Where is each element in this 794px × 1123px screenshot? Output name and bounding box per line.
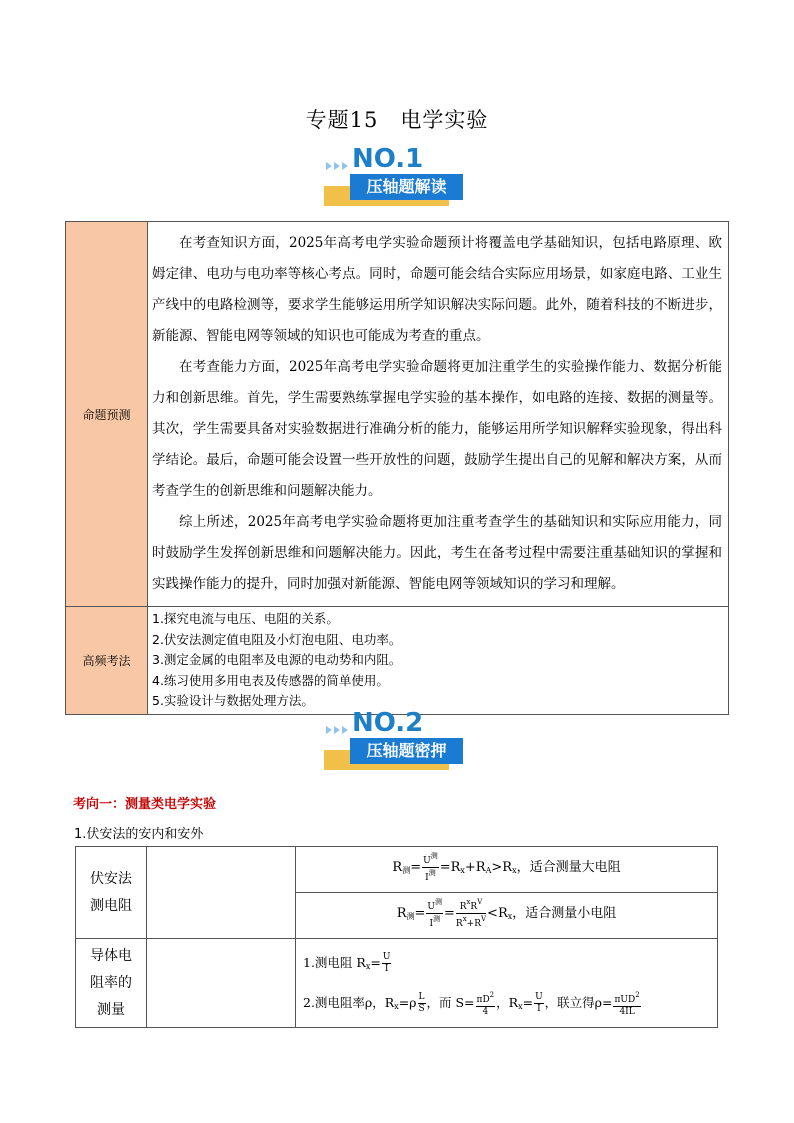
banner-label: 压轴题解读 — [350, 174, 463, 200]
paragraph: 在考查知识方面，2025年高考电学实验命题预计将覆盖电学基础知识，包括电路原理、欧姆定律、电功与电功率等核心考点。同时，命题可能会结合实际应用场景，如家庭电路、工业生产线中的电路检测等，要求学生能够运用所学知识解决实际问题。此外，随着科技的不断进步，新能源、智能电网等领域的知识也可能成为考查的重点。 — [152, 235, 722, 344]
banner-number: NO.1 — [352, 144, 424, 174]
section-banner-1 — [322, 144, 467, 210]
resistivity-formulas — [296, 939, 718, 1028]
row-header-prediction: 命题预测 — [66, 222, 148, 607]
arrow-icon — [326, 726, 332, 734]
methods-list — [148, 607, 729, 715]
banner-label: 压轴题密押 — [350, 738, 463, 764]
list-item: 3.测定金属的电阻率及电源的电动势和内阻。 — [152, 652, 402, 667]
table-row — [66, 607, 729, 715]
arrow-icon — [342, 162, 348, 170]
arrow-icon — [334, 726, 340, 734]
arrow-icon — [334, 162, 340, 170]
formula-external: $R_测=$ $U^测$ $I^测$ = $R^xR^V$ $R^x+R^V$ $<R_x$，适合测量小电阻 — [296, 893, 718, 939]
row-label-voltammetry: 伏安法 测电阻 — [76, 847, 147, 939]
page-title: 专题15 电学实验 — [305, 108, 489, 132]
method-table — [75, 846, 718, 1028]
arrow-icon — [326, 162, 332, 170]
section-heading: 考向一：测量类电学实验 — [73, 797, 217, 812]
sub-heading: 1.伏安法的安内和安外 — [74, 827, 204, 842]
list-item: 2.伏安法测定值电阻及小灯泡电阻、电功率。 — [152, 631, 402, 647]
formula-resistivity: 2.测电阻率ρ，$R_x=\rho$ $\frac{L}{S}$ ，而 S= $\frac{\pi D^2}{4}$ ，$R_x=$ $\frac{U}{I}$ ，联立得ρ= πUD$^2$ 4IL — [303, 990, 640, 1017]
formula-internal: $R_测=$ $U^测$ $I^测$ $=R_x+R_A>R_x$，适合测量大电阻 — [296, 847, 718, 893]
prediction-content — [148, 222, 729, 607]
table-row — [76, 847, 718, 893]
empty-cell — [147, 939, 296, 1028]
list-item: 4.练习使用多用电表及传感器的简单使用。 — [152, 672, 389, 688]
row-header-methods: 高频考法 — [66, 607, 148, 715]
paragraph: 在考查能力方面，2025年高考电学实验命题将更加注重学生的实验操作能力、数据分析能力和创新思维。首先，学生需要熟练掌握电学实验的基本操作，如电路的连接、数据的测量等。其次，学生需要具备对实验数据进行准确分析的能力，能够运用所学知识解释实验现象，得出科学结论。最后，命题可能会设置一些开放性的问题，鼓励学生提出自己的见解和解决方案，从而考查学生的创新思维和问题解决能力。 — [152, 359, 722, 499]
section-banner-2 — [322, 708, 467, 774]
overview-table — [65, 221, 729, 715]
paragraph: 综上所述，2025年高考电学实验命题将更加注重考查学生的基础知识和实际应用能力，同时鼓励学生发挥创新思维和问题解决能力。因此，考生在备考过程中需要注重基础知识的掌握和实践操作能力的提升，同时加强对新能源、智能电网等领域知识的学习和理解。 — [152, 514, 722, 592]
empty-cell — [147, 847, 296, 939]
row-label-resistivity: 导体电 阻率的 测量 — [76, 939, 147, 1028]
arrow-icon — [342, 726, 348, 734]
banner-number: NO.2 — [352, 708, 424, 738]
table-row — [76, 939, 718, 1028]
list-item: 5.实验设计与数据处理方法。 — [152, 693, 314, 708]
formula-resistance: 1.测电阻 $R_x=$ $\frac{U}{I}$ — [303, 952, 391, 974]
table-row — [66, 222, 729, 607]
list-item: 1.探究电流与电压、电阻的关系。 — [152, 611, 339, 626]
